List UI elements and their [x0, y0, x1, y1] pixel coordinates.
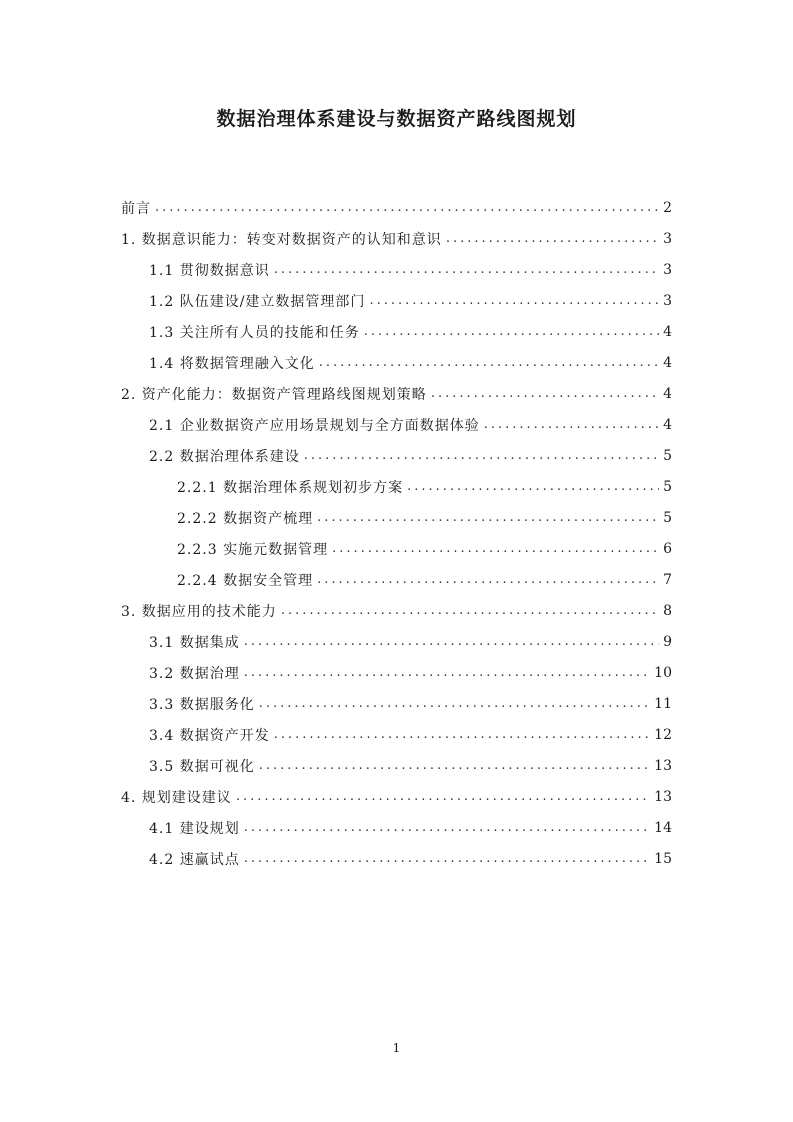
toc-entry[interactable]: [0, 192, 672, 223]
toc-dot-leader: [319, 355, 659, 370]
toc-entry[interactable]: [0, 223, 672, 254]
toc-dot-leader: [236, 789, 650, 804]
toc-entry[interactable]: [0, 812, 672, 843]
toc-dot-leader: [155, 200, 659, 215]
toc-dot-leader: [317, 572, 659, 587]
toc-entry[interactable]: [0, 626, 672, 657]
page-number: 1: [392, 1041, 401, 1055]
toc-entry-page: 4: [663, 416, 672, 433]
toc-entry[interactable]: [0, 409, 672, 440]
toc-entry[interactable]: [0, 347, 672, 378]
toc-entry-page: 14: [654, 819, 672, 836]
toc-entry[interactable]: [0, 595, 672, 626]
toc-entry-page: 15: [654, 850, 672, 867]
toc-entry[interactable]: [0, 781, 672, 812]
toc-entry-title: 2.2 数据治理体系建设: [149, 448, 300, 465]
toc-dot-leader: [369, 293, 659, 308]
toc-entry-title: 2. 资产化能力：数据资产管理路线图规划策略: [121, 386, 427, 403]
toc-entry[interactable]: [0, 254, 672, 285]
toc-entry-page: 4: [663, 385, 672, 402]
toc-entry-title: 1.1 贯彻数据意识: [149, 262, 270, 279]
toc-entry-page: 6: [663, 540, 672, 557]
toc-dot-leader: [332, 541, 659, 556]
toc-entry[interactable]: [0, 688, 672, 719]
toc-entry-title: 4.1 建设规划: [149, 820, 240, 837]
toc-entry-title: 2.1 企业数据资产应用场景规划与全方面数据体验: [149, 417, 480, 434]
toc-entry-page: 11: [654, 695, 672, 712]
toc-dot-leader: [244, 634, 659, 649]
toc-dot-leader: [484, 417, 659, 432]
toc-entry-page: 13: [654, 788, 672, 805]
toc-entry-title: 前言: [121, 200, 151, 217]
toc-entry[interactable]: [0, 316, 672, 347]
toc-dot-leader: [259, 696, 650, 711]
toc-dot-leader: [281, 603, 659, 618]
toc-entry-page: 13: [654, 757, 672, 774]
toc-entry-page: 12: [654, 726, 672, 743]
toc-entry-page: 5: [663, 509, 672, 526]
toc-entry-page: 5: [663, 478, 672, 495]
toc-entry-title: 1.2 队伍建设/建立数据管理部门: [149, 293, 366, 310]
toc-dot-leader: [304, 448, 659, 463]
toc-dot-leader: [259, 758, 650, 773]
toc-entry[interactable]: [0, 471, 672, 502]
toc-entry-title: 2.2.4 数据安全管理: [177, 572, 314, 589]
toc-entry-title: 3. 数据应用的技术能力: [121, 603, 277, 620]
toc-entry-title: 1.4 将数据管理融入文化: [149, 355, 315, 372]
toc-entry-title: 3.2 数据治理: [149, 665, 240, 682]
toc-entry-title: 2.2.3 实施元数据管理: [177, 541, 329, 558]
toc-entry-page: 5: [663, 447, 672, 464]
toc-entry[interactable]: [0, 719, 672, 750]
toc-dot-leader: [244, 851, 650, 866]
toc-entry[interactable]: [0, 750, 672, 781]
toc-entry[interactable]: [0, 285, 672, 316]
toc-entry-page: 3: [663, 230, 672, 247]
toc-entry[interactable]: [0, 378, 672, 409]
toc-entry-title: 3.4 数据资产开发: [149, 727, 270, 744]
toc-entry-page: 3: [663, 261, 672, 278]
toc-entry[interactable]: [0, 564, 672, 595]
toc-entry[interactable]: [0, 657, 672, 688]
toc-entry-page: 7: [663, 571, 672, 588]
toc-entry-title: 2.2.2 数据资产梳理: [177, 510, 314, 527]
toc-entry-title: 3.5 数据可视化: [149, 758, 255, 775]
toc-dot-leader: [274, 727, 650, 742]
toc-entry-title: 1. 数据意识能力：转变对数据资产的认知和意识: [121, 231, 442, 248]
toc-dot-leader: [446, 231, 659, 246]
toc-entry-page: 10: [654, 664, 672, 681]
toc-entry-page: 4: [663, 323, 672, 340]
toc-entry-title: 4.2 速赢试点: [149, 851, 240, 868]
toc-dot-leader: [244, 665, 650, 680]
toc-dot-leader: [407, 479, 659, 494]
toc-entry-title: 2.2.1 数据治理体系规划初步方案: [177, 479, 404, 496]
toc-entry-title: 3.1 数据集成: [149, 634, 240, 651]
toc-entry-page: 4: [663, 354, 672, 371]
toc-entry-page: 8: [663, 602, 672, 619]
toc-dot-leader: [364, 324, 659, 339]
toc-entry[interactable]: [0, 502, 672, 533]
toc-dot-leader: [317, 510, 659, 525]
toc-entry-page: 2: [663, 199, 672, 216]
toc-entry[interactable]: [0, 440, 672, 471]
toc-entry-title: 3.3 数据服务化: [149, 696, 255, 713]
document-title: 数据治理体系建设与数据资产路线图规划: [216, 108, 577, 130]
toc-dot-leader: [274, 262, 659, 277]
toc-entry[interactable]: [0, 533, 672, 564]
toc-entry-page: 9: [663, 633, 672, 650]
toc-entry-page: 3: [663, 292, 672, 309]
toc-dot-leader: [244, 820, 650, 835]
toc-entry-title: 4. 规划建设建议: [121, 789, 232, 806]
toc-entry-title: 1.3 关注所有人员的技能和任务: [149, 324, 360, 341]
toc-entry[interactable]: [0, 843, 672, 874]
toc-dot-leader: [431, 386, 659, 401]
